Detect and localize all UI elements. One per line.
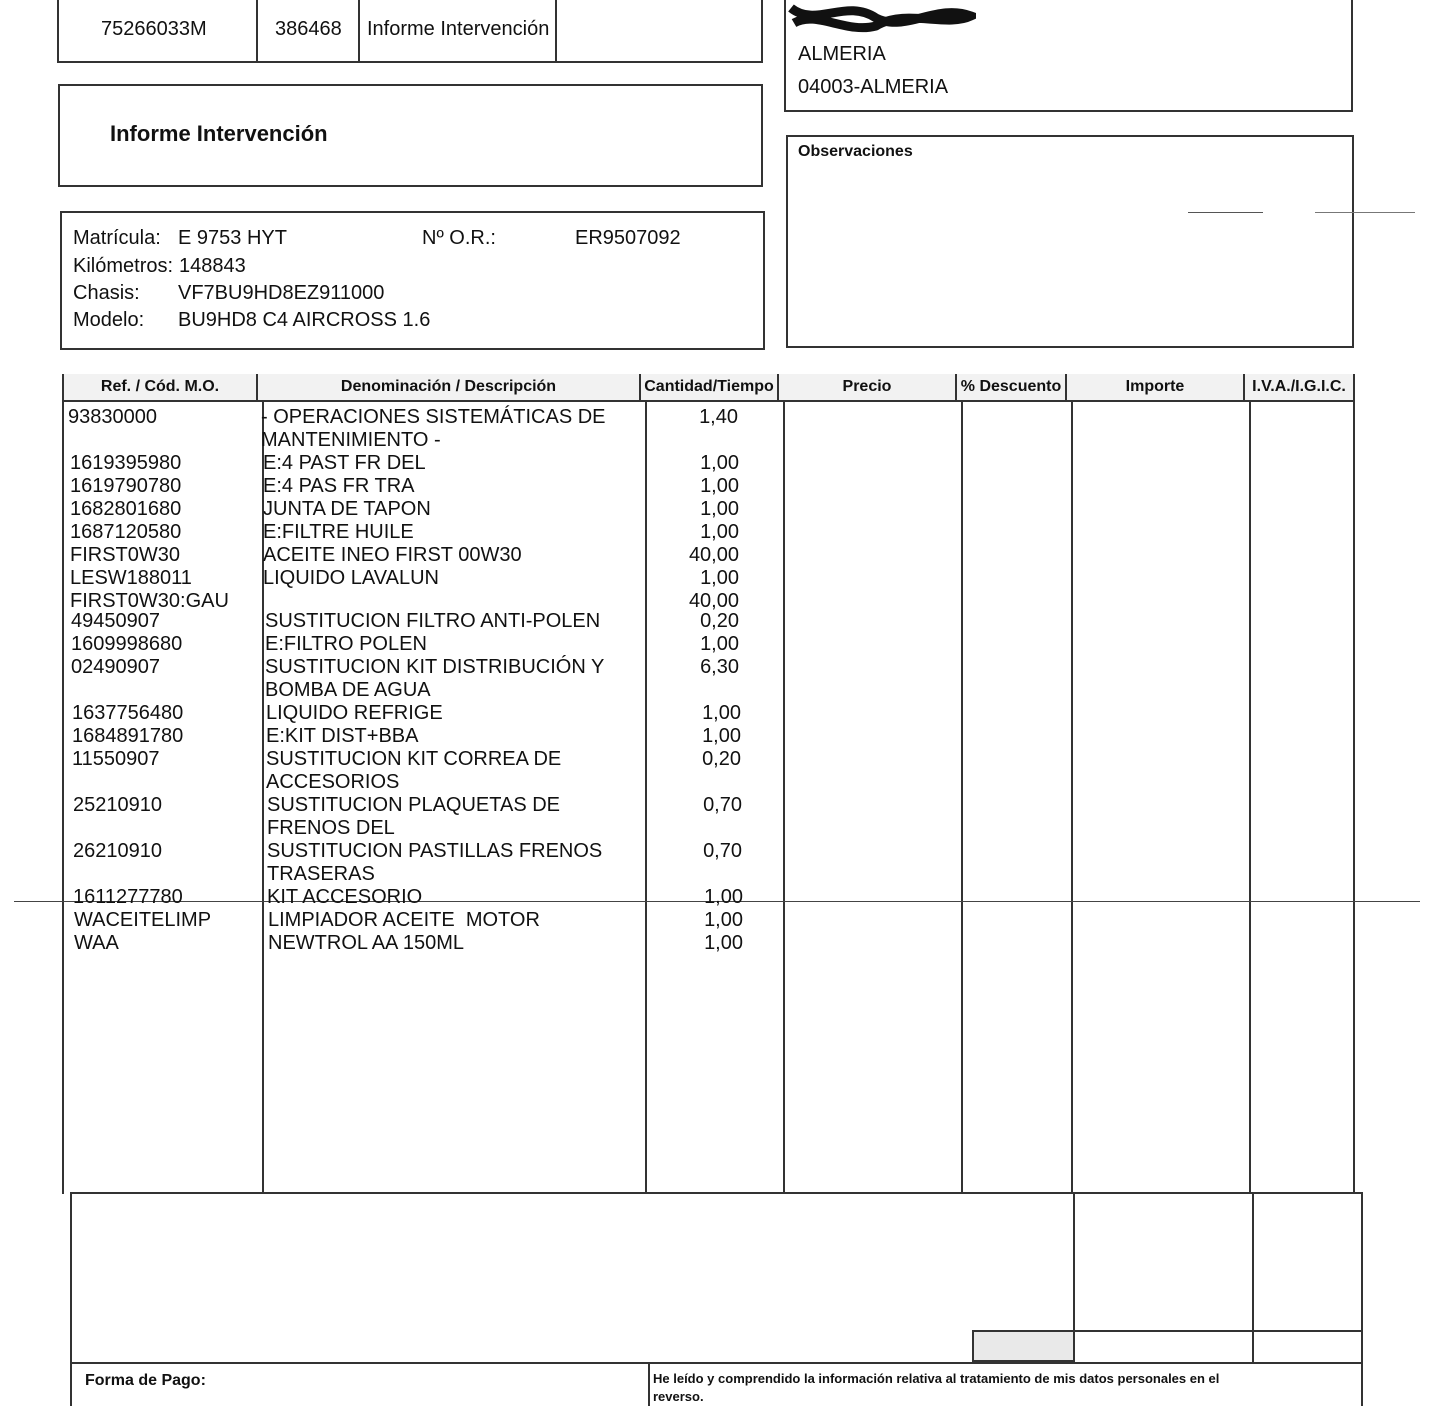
totals-line [1073,1330,1363,1332]
modelo-value: BU9HD8 C4 AIRCROSS 1.6 [178,309,431,331]
scan-mark [1188,212,1263,213]
top-info-row [57,0,763,63]
table-body: 93830000 - OPERACIONES SISTEMÁTICAS DE MANTENIMIENTO - 1,40 1619395980 E:4 PAST FR DEL 1,00 1619790780 E:4 PAS FR TRA 1,00 1682801680 JUNTA DE TAPON 1,00 1687120580 E:FILTRE HUILE 1,00 FIRST0W30 ACEITE INEO FIRST 00W30 40,00 LESW188011 LIQUIDO LAVALUN 1,00 FIRST0W30:GAU 40,00 49450907 SUSTITUCION FILTRO ANTI-POLEN 0,20 1609998680 E:FILTRO POLEN 1,00 02490907 SUSTITUCION KIT DISTRIBUCIÓN Y BOMBA DE AGUA 6,30 1637756480 LIQUIDO REFRIGE 1,00 1684891780 E:KIT DIST+BBA 1,00 11550907 SUSTITUCION KIT CORREA DE ACCESORIOS 0,20 25210910 SUSTITUCION PLAQUETAS DE FRENOS DEL 0,70 26210910 SUSTITUCION PASTILLAS FRENOS TRASERAS 0,70 1611277780 KIT ACCESORIO 1,00 WACEITELIMP LIMPIADOR ACEITE MOTOR 1,00 WAA NEWTROL AA 150ML 1,00 [68,406,743,954]
vehicle-box [60,211,765,350]
matricula-label: Matrícula: [73,227,161,249]
col-header-amount: Importe [1067,374,1245,400]
col-header-tax: I.V.A./I.G.I.C. [1245,374,1353,400]
totals-outer-left [70,1192,72,1406]
address-city: ALMERIA [798,43,886,65]
totals-divider [1252,1192,1254,1362]
code-value: 386468 [275,18,342,40]
col-header-price: Precio [779,374,957,400]
modelo-label: Modelo: [73,309,145,331]
totals-outer-right [1361,1192,1363,1406]
matricula-value: E 9753 HYT [178,227,287,249]
title-box [58,84,763,187]
nif-value: 75266033M [101,18,207,40]
chasis-label: Chasis: [73,282,140,304]
doc-type-value: Informe Intervención [367,18,550,40]
page-title: Informe Intervención [110,121,328,146]
totals-top-line [70,1192,1363,1194]
address-postal: 04003-ALMERIA [798,76,949,98]
footer-top-line [70,1362,1363,1364]
or-label: Nº O.R.: [422,227,496,249]
or-value: ER9507092 [575,227,681,249]
col-header-discount: % Descuento [957,374,1067,400]
col-header-desc: Denominación / Descripción [258,374,641,400]
col-header-qty: Cantidad/Tiempo [641,374,779,400]
privacy-text: He leído y comprendido la información relativa al tratamiento de mis datos personales en el reverso. [653,1371,1220,1404]
km-label: Kilómetros: [73,255,174,277]
table-header-underline [62,400,1355,402]
totals-label-cell [972,1330,1075,1362]
scan-mark [1315,212,1415,213]
chasis-value: VF7BU9HD8EZ911000 [178,282,385,304]
col-header-ref: Ref. / Cód. M.O. [64,374,258,400]
footer-divider [648,1362,650,1406]
observations-box [786,135,1354,348]
payment-label: Forma de Pago: [85,1372,206,1389]
redaction-scribble [786,0,976,36]
km-value: 148843 [179,255,246,277]
observations-label: Observaciones [798,143,913,160]
address-box [784,0,1353,112]
